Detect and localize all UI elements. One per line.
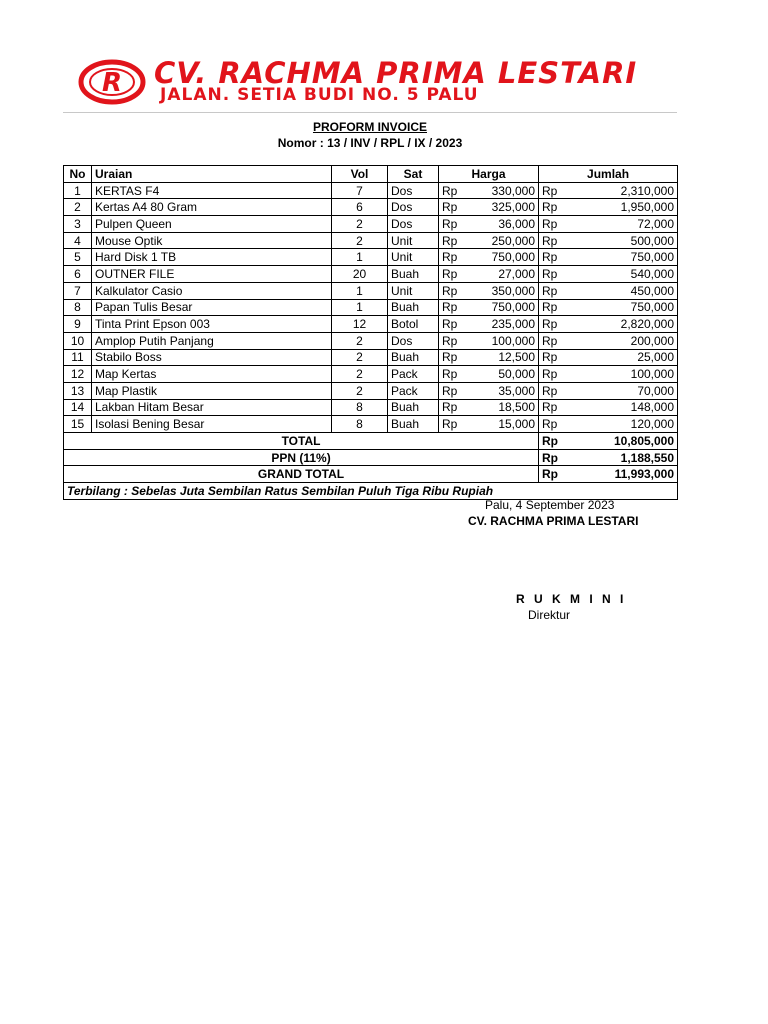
cell-harga: 350,000 — [467, 282, 539, 299]
cell-vol: 1 — [332, 282, 388, 299]
cell-uraian: Tinta Print Epson 003 — [92, 316, 332, 333]
cell-uraian: Pulpen Queen — [92, 216, 332, 233]
cell-harga: 12,500 — [467, 349, 539, 366]
cell-sat: Buah — [388, 349, 439, 366]
cell-harga-currency: Rp — [439, 266, 467, 283]
ppn-row — [64, 449, 678, 466]
cell-jumlah-currency: Rp — [539, 232, 567, 249]
cell-jumlah: 70,000 — [567, 382, 678, 399]
total-currency: Rp — [539, 433, 567, 450]
company-logo-icon — [78, 58, 146, 106]
document-title: PROFORM INVOICE — [312, 120, 427, 134]
signature-company: CV. RACHMA PRIMA LESTARI — [468, 514, 639, 528]
cell-sat: Unit — [388, 232, 439, 249]
cell-uraian: Map Kertas — [92, 366, 332, 383]
cell-harga-currency: Rp — [439, 282, 467, 299]
cell-jumlah-currency: Rp — [539, 316, 567, 333]
company-name: CV. RACHMA PRIMA LESTARI — [154, 56, 638, 90]
cell-jumlah-currency: Rp — [539, 282, 567, 299]
cell-jumlah-currency: Rp — [539, 199, 567, 216]
total-value: 10,805,000 — [567, 433, 678, 450]
table-row — [64, 399, 678, 416]
svg-text:R: R — [101, 68, 123, 98]
table-row — [64, 316, 678, 333]
cell-jumlah: 540,000 — [567, 266, 678, 283]
cell-vol: 12 — [332, 316, 388, 333]
cell-uraian: Kalkulator Casio — [92, 282, 332, 299]
cell-vol: 2 — [332, 232, 388, 249]
terbilang-text: Terbilang : Sebelas Juta Sembilan Ratus Sembilan Puluh Tiga Ribu Rupiah — [64, 483, 678, 500]
header-sat: Sat — [388, 166, 439, 183]
table-row — [64, 199, 678, 216]
cell-no: 9 — [64, 316, 92, 333]
ppn-value: 1,188,550 — [567, 449, 678, 466]
cell-sat: Buah — [388, 266, 439, 283]
cell-sat: Pack — [388, 382, 439, 399]
cell-no: 14 — [64, 399, 92, 416]
cell-jumlah-currency: Rp — [539, 332, 567, 349]
cell-harga-currency: Rp — [439, 416, 467, 433]
cell-harga: 235,000 — [467, 316, 539, 333]
cell-harga-currency: Rp — [439, 332, 467, 349]
cell-jumlah-currency: Rp — [539, 366, 567, 383]
table-row — [64, 416, 678, 433]
cell-uraian: KERTAS F4 — [92, 182, 332, 199]
letterhead — [78, 56, 648, 108]
cell-uraian: Map Plastik — [92, 382, 332, 399]
signatory-position: Direktur — [528, 608, 571, 622]
cell-vol: 2 — [332, 366, 388, 383]
cell-harga: 250,000 — [467, 232, 539, 249]
cell-uraian: Stabilo Boss — [92, 349, 332, 366]
cell-sat: Unit — [388, 282, 439, 299]
cell-harga-currency: Rp — [439, 382, 467, 399]
cell-no: 13 — [64, 382, 92, 399]
cell-uraian: OUTNER FILE — [92, 266, 332, 283]
cell-harga-currency: Rp — [439, 249, 467, 266]
cell-sat: Botol — [388, 316, 439, 333]
header-vol: Vol — [332, 166, 388, 183]
cell-vol: 2 — [332, 382, 388, 399]
header-harga: Harga — [439, 166, 539, 183]
cell-harga-currency: Rp — [439, 349, 467, 366]
cell-jumlah-currency: Rp — [539, 249, 567, 266]
cell-jumlah-currency: Rp — [539, 399, 567, 416]
cell-harga: 27,000 — [467, 266, 539, 283]
cell-harga: 18,500 — [467, 399, 539, 416]
signatory-name: R U K M I N I — [516, 592, 627, 606]
cell-vol: 6 — [332, 199, 388, 216]
cell-no: 11 — [64, 349, 92, 366]
grand-total-currency: Rp — [539, 466, 567, 483]
grand-total-row — [64, 466, 678, 483]
table-row — [64, 232, 678, 249]
cell-vol: 7 — [332, 182, 388, 199]
cell-uraian: Amplop Putih Panjang — [92, 332, 332, 349]
cell-uraian: Papan Tulis Besar — [92, 299, 332, 316]
cell-jumlah: 72,000 — [567, 216, 678, 233]
cell-jumlah-currency: Rp — [539, 216, 567, 233]
cell-no: 1 — [64, 182, 92, 199]
cell-jumlah: 750,000 — [567, 249, 678, 266]
signature-place-date: Palu, 4 September 2023 — [485, 498, 615, 512]
cell-no: 15 — [64, 416, 92, 433]
cell-sat: Buah — [388, 416, 439, 433]
table-header-row — [64, 166, 678, 183]
total-label: TOTAL — [64, 433, 539, 450]
header-jumlah: Jumlah — [539, 166, 678, 183]
cell-sat: Dos — [388, 182, 439, 199]
cell-jumlah: 1,950,000 — [567, 199, 678, 216]
table-row — [64, 182, 678, 199]
cell-harga-currency: Rp — [439, 366, 467, 383]
cell-jumlah-currency: Rp — [539, 266, 567, 283]
invoice-table — [63, 165, 678, 500]
cell-jumlah: 25,000 — [567, 349, 678, 366]
cell-vol: 1 — [332, 249, 388, 266]
cell-sat: Buah — [388, 299, 439, 316]
cell-sat: Dos — [388, 216, 439, 233]
cell-no: 3 — [64, 216, 92, 233]
cell-vol: 2 — [332, 332, 388, 349]
cell-sat: Buah — [388, 399, 439, 416]
cell-vol: 20 — [332, 266, 388, 283]
cell-jumlah-currency: Rp — [539, 382, 567, 399]
cell-jumlah: 120,000 — [567, 416, 678, 433]
table-row — [64, 349, 678, 366]
cell-jumlah: 148,000 — [567, 399, 678, 416]
cell-vol: 1 — [332, 299, 388, 316]
table-body — [64, 182, 678, 432]
terbilang-row — [64, 483, 678, 500]
cell-no: 12 — [64, 366, 92, 383]
cell-harga: 330,000 — [467, 182, 539, 199]
ppn-currency: Rp — [539, 449, 567, 466]
table-row — [64, 366, 678, 383]
cell-harga: 15,000 — [467, 416, 539, 433]
cell-harga: 50,000 — [467, 366, 539, 383]
table-row — [64, 332, 678, 349]
cell-harga-currency: Rp — [439, 182, 467, 199]
cell-jumlah-currency: Rp — [539, 299, 567, 316]
cell-no: 5 — [64, 249, 92, 266]
cell-uraian: Lakban Hitam Besar — [92, 399, 332, 416]
company-address: JALAN. SETIA BUDI NO. 5 PALU — [160, 85, 479, 105]
cell-no: 8 — [64, 299, 92, 316]
cell-harga-currency: Rp — [439, 399, 467, 416]
cell-uraian: Isolasi Bening Besar — [92, 416, 332, 433]
cell-vol: 8 — [332, 416, 388, 433]
cell-harga-currency: Rp — [439, 232, 467, 249]
header-divider — [63, 112, 677, 113]
cell-vol: 2 — [332, 349, 388, 366]
cell-no: 10 — [64, 332, 92, 349]
cell-no: 6 — [64, 266, 92, 283]
cell-sat: Unit — [388, 249, 439, 266]
cell-harga-currency: Rp — [439, 216, 467, 233]
table-row — [64, 216, 678, 233]
cell-harga: 750,000 — [467, 249, 539, 266]
cell-harga-currency: Rp — [439, 299, 467, 316]
cell-sat: Dos — [388, 199, 439, 216]
cell-vol: 2 — [332, 216, 388, 233]
header-no: No — [64, 166, 92, 183]
cell-harga: 325,000 — [467, 199, 539, 216]
table-row — [64, 266, 678, 283]
cell-jumlah-currency: Rp — [539, 416, 567, 433]
grand-total-value: 11,993,000 — [567, 466, 678, 483]
header-uraian: Uraian — [92, 166, 332, 183]
cell-no: 2 — [64, 199, 92, 216]
cell-no: 7 — [64, 282, 92, 299]
table-row — [64, 249, 678, 266]
total-row — [64, 433, 678, 450]
cell-uraian: Mouse Optik — [92, 232, 332, 249]
cell-jumlah-currency: Rp — [539, 182, 567, 199]
invoice-number: Nomor : 13 / INV / RPL / IX / 2023 — [277, 136, 463, 150]
ppn-label: PPN (11%) — [64, 449, 539, 466]
grand-total-label: GRAND TOTAL — [64, 466, 539, 483]
cell-harga: 35,000 — [467, 382, 539, 399]
table-row — [64, 382, 678, 399]
cell-sat: Pack — [388, 366, 439, 383]
table-row — [64, 299, 678, 316]
cell-vol: 8 — [332, 399, 388, 416]
cell-jumlah: 2,310,000 — [567, 182, 678, 199]
cell-jumlah: 500,000 — [567, 232, 678, 249]
cell-jumlah: 2,820,000 — [567, 316, 678, 333]
cell-harga: 750,000 — [467, 299, 539, 316]
cell-uraian: Hard Disk 1 TB — [92, 249, 332, 266]
cell-no: 4 — [64, 232, 92, 249]
cell-sat: Dos — [388, 332, 439, 349]
cell-harga: 100,000 — [467, 332, 539, 349]
cell-jumlah-currency: Rp — [539, 349, 567, 366]
cell-jumlah: 450,000 — [567, 282, 678, 299]
cell-harga-currency: Rp — [439, 199, 467, 216]
cell-jumlah: 200,000 — [567, 332, 678, 349]
table-row — [64, 282, 678, 299]
cell-harga: 36,000 — [467, 216, 539, 233]
cell-harga-currency: Rp — [439, 316, 467, 333]
cell-uraian: Kertas A4 80 Gram — [92, 199, 332, 216]
cell-jumlah: 750,000 — [567, 299, 678, 316]
cell-jumlah: 100,000 — [567, 366, 678, 383]
